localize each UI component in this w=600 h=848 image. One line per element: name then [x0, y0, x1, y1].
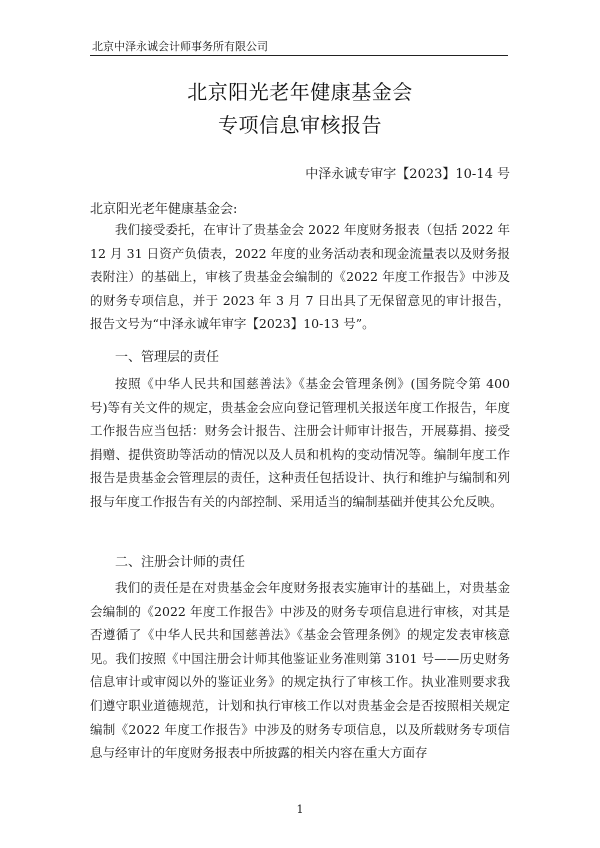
section-heading-auditor: 二、注册会计师的责任 — [115, 555, 246, 570]
salutation: 北京阳光老年健康基金会: — [90, 202, 238, 217]
header-firm-name: 北京中泽永诚会计师事务所有限公司 — [92, 40, 268, 53]
intro-paragraph: 我们接受委托，在审计了贵基金会 2022 年度财务报表（包括 2022 年 12 月 31 日资产负债表，2022 年度的业务活动表和现金流量表以及财务报表附注）的基础上，审核了贵基金会编制的《2022 年度工作报告》中涉及的财务专项信息，并于 2023 年 3 月 7 日出具了无保留意见的审计报告，报告文号为“中泽永诚年审字【2023】10-13 号”。 — [90, 222, 510, 332]
management-responsibility-paragraph: 按照《中华人民共和国慈善法》《基金会管理条例》(国务院令第 400 号)等有关文件的规定，贵基金会应向登记管理机关报送年度工作报告，年度工作报告应当包括：财务会计报告、注册会计师审计报告，开展募捐、接受捐赠、提供资助等活动的情况以及人员和机构的变动情况等。编制年度工作报告是贵基金会管理层的责任，这种责任包括设计、执行和维护与编制和列报与年度工作报告有关的内部控制、采用适当的编制基础并使其公允反映。 — [90, 376, 510, 509]
auditor-responsibility-paragraph: 我们的责任是在对贵基金会年度财务报表实施审计的基础上，对贵基金会编制的《2022 年度工作报告》中涉及的财务专项信息进行审核，对其是否遵循了《中华人民共和国慈善法》《基金会管理条例》的规定发表审核意见。我们按照《中国注册会计师其他鉴证业务准则第 3101 号——历史财务信息审计或审阅以外的鉴证业务》的规定执行了审核工作。执业准则要求我们遵守职业道德规范，计划和执行审核工作以对贵基金会是否按照相关规定编制《2022 年度工作报告》中涉及的财务专项信息，以及所载财务专项信息与经审计的年度财务报表中所披露的相关内容在重大方面存 — [90, 580, 510, 761]
report-title-line2: 专项信息审核报告 — [218, 113, 382, 137]
report-title-line1: 北京阳光老年健康基金会 — [187, 80, 413, 104]
document-number: 中泽永诚专审字【2023】10-14 号 — [305, 167, 510, 182]
section-heading-management: 一、管理层的责任 — [115, 350, 220, 365]
page-number: 1 — [296, 803, 304, 816]
header-divider — [90, 55, 508, 56]
